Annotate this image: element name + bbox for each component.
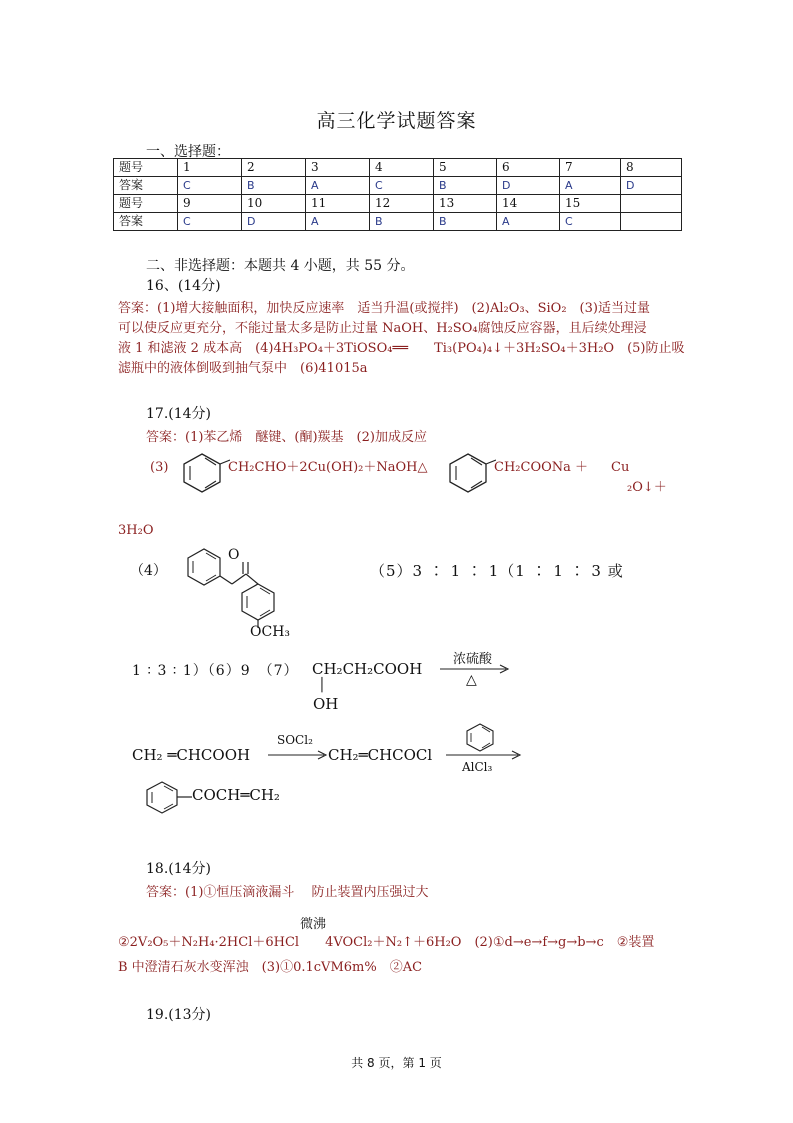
table-cell: 13 bbox=[434, 195, 497, 213]
table-cell: C bbox=[178, 213, 242, 231]
q17-part3-cu: Cu bbox=[611, 460, 630, 475]
table-cell bbox=[621, 195, 682, 213]
table-cell: A bbox=[560, 177, 621, 195]
q17-part7-bond: │ bbox=[318, 678, 326, 693]
table-row-header: 答案 bbox=[114, 213, 178, 231]
table-cell: D bbox=[242, 213, 306, 231]
benzene-ring-product bbox=[440, 450, 496, 494]
q17-part7-socl2: SOCl₂ bbox=[277, 733, 313, 747]
reaction-arrow-3 bbox=[446, 750, 524, 760]
q18-answer-line-2: ②2V₂O₅＋N₂H₄·2HCl＋6HCl 4VOCl₂＋N₂↑＋6H₂O (2)①d→e→f→g→b→c ②装置 bbox=[118, 935, 655, 950]
q18-condition: 微沸 bbox=[300, 917, 327, 932]
q16-answer-line-3: 液 1 和滤液 2 成本高 (4)4H₃PO₄＋3TiOSO₄══ Ti₃(PO₄)₄↓＋3H₂SO₄＋3H₂O (5)防止吸 bbox=[118, 341, 685, 356]
page-footer: 共 8 页，第 1 页 bbox=[351, 1056, 442, 1070]
q17-part5-6-7: 1 ∶ 3 ∶ 1）（6）9 （7） bbox=[132, 663, 299, 679]
table-cell: D bbox=[621, 177, 682, 195]
q17-part4-label: （4） bbox=[130, 563, 167, 579]
table-cell: D bbox=[497, 177, 560, 195]
q17-part4-oxygen: O bbox=[228, 547, 240, 563]
q17-part4-methoxy: OCH₃ bbox=[250, 624, 291, 640]
table-cell: 9 bbox=[178, 195, 242, 213]
q17-part5-ratio: （5）3 ∶ 1 ∶ 1（1 ∶ 1 ∶ 3 或 bbox=[370, 562, 624, 580]
table-cell: 1 bbox=[178, 159, 242, 177]
q17-part7-start: CH₂CH₂COOH bbox=[312, 660, 423, 678]
table-row bbox=[114, 177, 682, 195]
question-16-heading: 16、(14分) bbox=[146, 278, 221, 294]
table-cell: 7 bbox=[560, 159, 621, 177]
table-cell: 15 bbox=[560, 195, 621, 213]
table-row bbox=[114, 159, 682, 177]
benzene-ring-final bbox=[140, 780, 192, 814]
table-cell: 2 bbox=[242, 159, 306, 177]
table-cell: B bbox=[242, 177, 306, 195]
q17-answer-line-1: 答案：(1)苯乙烯 醚键、(酮)羰基 (2)加成反应 bbox=[146, 430, 427, 445]
benzene-reagent bbox=[460, 722, 500, 752]
q17-part7-row2-chloride: CH₂═CHCOCl bbox=[328, 746, 433, 764]
table-cell: B bbox=[434, 177, 497, 195]
table-row-header: 题号 bbox=[114, 195, 178, 213]
q17-part3-product: CH₂COONa ＋ bbox=[494, 460, 589, 475]
table-cell: B bbox=[434, 213, 497, 231]
table-cell: C bbox=[178, 177, 242, 195]
table-row-header: 题号 bbox=[114, 159, 178, 177]
q17-part7-alcl3: AlCl₃ bbox=[462, 760, 493, 774]
q17-part3-water: 3H₂O bbox=[118, 523, 154, 538]
table-cell: A bbox=[306, 213, 370, 231]
table-cell bbox=[621, 213, 682, 231]
table-cell: 12 bbox=[370, 195, 434, 213]
q17-part7-cond-top: 浓硫酸 bbox=[453, 652, 493, 667]
table-cell: 10 bbox=[242, 195, 306, 213]
table-cell: A bbox=[306, 177, 370, 195]
q16-answer-line-1: 答案：(1)增大接触面积，加快反应速率 适当升温(或搅拌) (2)Al₂O₃、SiO₂ (3)适当过量 bbox=[118, 301, 650, 316]
table-cell: A bbox=[497, 213, 560, 231]
reaction-arrow-2 bbox=[268, 750, 330, 760]
q17-part7-cond-bottom: △ bbox=[466, 672, 477, 688]
benzene-ring-reactant bbox=[174, 450, 230, 494]
table-cell: 3 bbox=[306, 159, 370, 177]
q16-answer-line-4: 滤瓶中的液体倒吸到抽气泵中 (6)41015a bbox=[118, 361, 368, 376]
table-cell: 5 bbox=[434, 159, 497, 177]
question-19-heading: 19.(13分) bbox=[146, 1007, 212, 1023]
table-cell: C bbox=[370, 177, 434, 195]
q17-part3-cu2o: ₂O↓＋ bbox=[627, 480, 667, 495]
page-title: 高三化学试题答案 bbox=[316, 110, 477, 132]
table-cell: 14 bbox=[497, 195, 560, 213]
q17-part7-oh: OH bbox=[313, 695, 339, 713]
table-cell: 8 bbox=[621, 159, 682, 177]
table-cell: 6 bbox=[497, 159, 560, 177]
section-heading-choice: 一、选择题： bbox=[146, 144, 230, 160]
q18-answer-line-3: B 中澄清石灰水变浑浊 (3)①0.1cVM6m% ②AC bbox=[118, 960, 423, 975]
table-cell: C bbox=[560, 213, 621, 231]
answer-table bbox=[113, 158, 682, 231]
section-heading-nonchoice: 二、非选择题：本题共 4 小题，共 55 分。 bbox=[146, 258, 415, 274]
q16-answer-line-2: 可以使反应更充分，不能过量太多是防止过量 NaOH、H₂SO₄腐蚀反应容器，且后续处理浸 bbox=[118, 321, 647, 336]
q17-part7-row2-acid: CH₂ ═CHCOOH bbox=[132, 746, 251, 764]
table-cell: B bbox=[370, 213, 434, 231]
table-row bbox=[114, 213, 682, 231]
table-row-header: 答案 bbox=[114, 177, 178, 195]
q17-part3-reactant: CH₂CHO＋2Cu(OH)₂＋NaOH△ bbox=[228, 460, 428, 475]
table-cell: 4 bbox=[370, 159, 434, 177]
q17-part7-final-product: COCH═CH₂ bbox=[192, 786, 280, 804]
q18-answer-line-1: 答案：(1)①恒压滴液漏斗 防止装置内压强过大 bbox=[146, 885, 429, 900]
question-17-heading: 17.(14分) bbox=[146, 406, 212, 422]
question-18-heading: 18.(14分) bbox=[146, 861, 212, 877]
q17-part3-label: (3) bbox=[150, 460, 169, 475]
table-row bbox=[114, 195, 682, 213]
table-cell: 11 bbox=[306, 195, 370, 213]
